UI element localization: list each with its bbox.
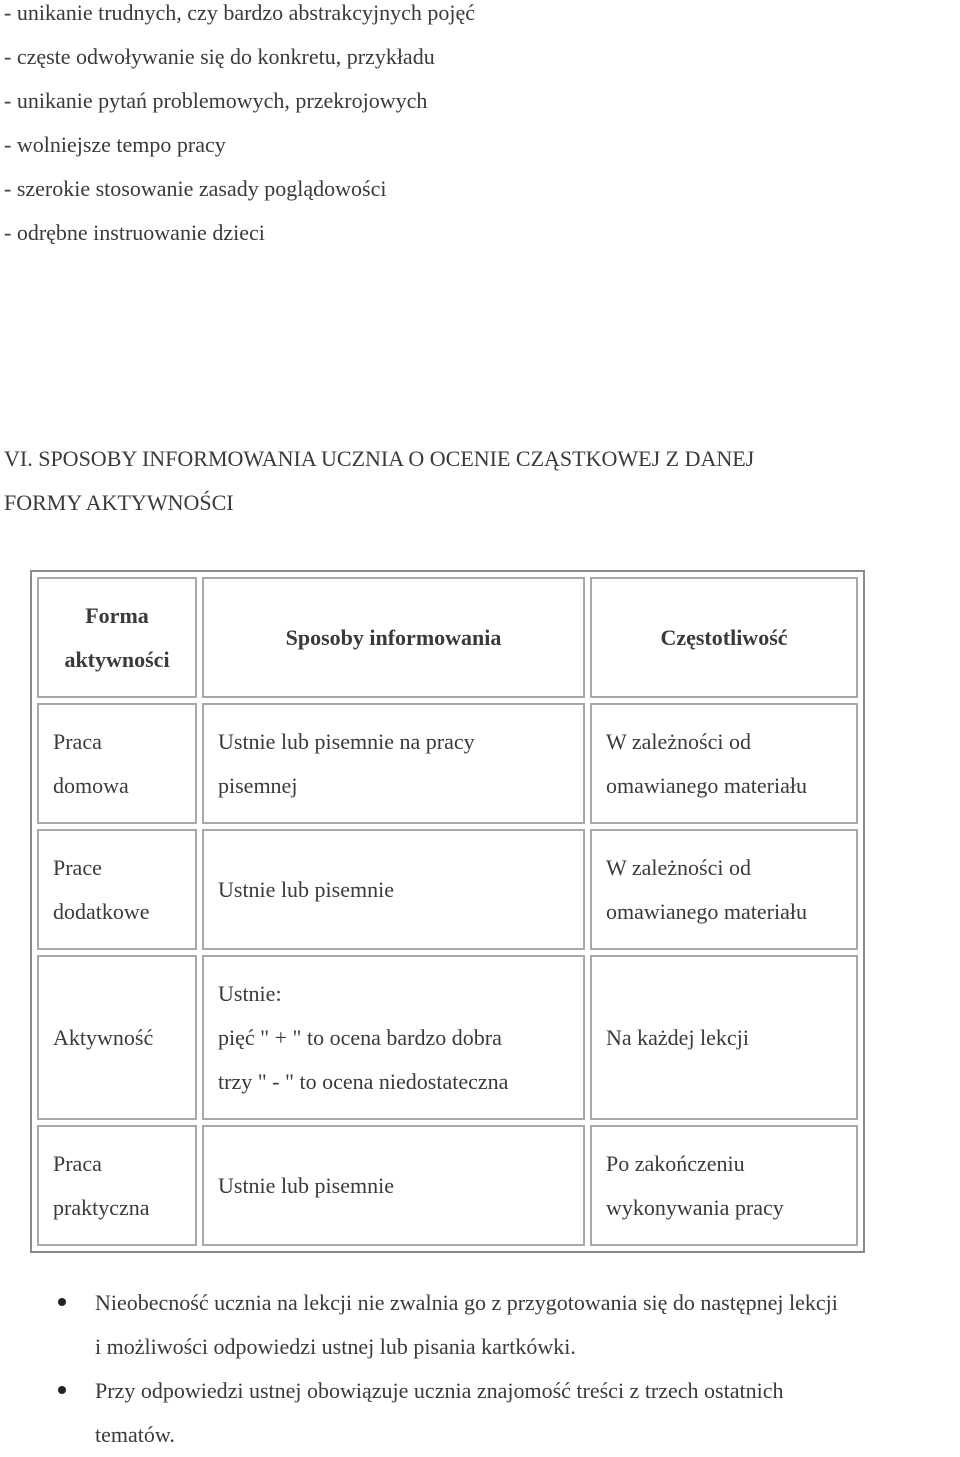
note-line: i możliwości odpowiedzi ustnej lub pisania kartkówki. <box>95 1334 576 1359</box>
note-item <box>0 1281 960 1369</box>
intro-item: - częste odwoływanie się do konkretu, przykładu <box>4 44 435 69</box>
table-row <box>37 1125 858 1246</box>
table-header-row <box>37 577 858 698</box>
cell-form <box>37 955 197 1120</box>
cell-line: Ustnie lub pisemnie <box>218 1172 394 1198</box>
note-line: Przy odpowiedzi ustnej obowiązuje ucznia znajomość treści z trzech ostatnich <box>95 1378 784 1403</box>
header-form-line: aktywności <box>64 646 170 672</box>
cell-line: pisemnej <box>218 772 298 798</box>
bullet-dot-icon <box>58 1386 66 1394</box>
cell-line: trzy " - " to ocena niedostateczna <box>218 1068 509 1094</box>
section-heading <box>4 437 954 525</box>
intro-item: - unikanie pytań problemowych, przekrojowych <box>4 88 428 113</box>
cell-line: Praca <box>53 1150 102 1176</box>
table-row <box>37 955 858 1120</box>
cell-line: W zależności od <box>606 854 751 880</box>
cell-line: Na każdej lekcji <box>606 1024 749 1050</box>
cell-frequency <box>590 829 858 950</box>
cell-line: Ustnie lub pisemnie <box>218 876 394 902</box>
cell-line: Aktywność <box>53 1024 154 1050</box>
cell-line: omawianego materiału <box>606 898 807 924</box>
intro-item: - unikanie trudnych, czy bardzo abstrakcyjnych pojęć <box>4 0 475 25</box>
cell-frequency <box>590 955 858 1120</box>
cell-frequency <box>590 703 858 824</box>
note-line: Nieobecność ucznia na lekcji nie zwalnia go z przygotowania się do następnej lekcji <box>95 1290 838 1315</box>
header-form-line: Forma <box>85 602 149 628</box>
cell-line: W zależności od <box>606 728 751 754</box>
cell-line: pięć " + " to ocena bardzo dobra <box>218 1024 502 1050</box>
header-frequency: Częstotliwość <box>590 577 858 698</box>
note-line: tematów. <box>95 1422 175 1447</box>
cell-line: Ustnie: <box>218 980 282 1006</box>
cell-method <box>202 955 585 1120</box>
assessment-table <box>30 570 865 1253</box>
bullet-dot-icon <box>58 1298 66 1306</box>
cell-line: dodatkowe <box>53 898 150 924</box>
cell-line: Praca domowa <box>53 728 129 798</box>
cell-line: Prace <box>53 854 102 880</box>
header-form <box>37 577 197 698</box>
cell-line: praktyczna <box>53 1194 150 1220</box>
intro-item: - odrębne instruowanie dzieci <box>4 220 265 245</box>
cell-line: Po zakończeniu <box>606 1150 745 1176</box>
cell-form <box>37 829 197 950</box>
assessment-table-wrapper <box>30 570 865 1253</box>
cell-method <box>202 829 585 950</box>
cell-method <box>202 1125 585 1246</box>
intro-list <box>4 0 475 264</box>
intro-item: - wolniejsze tempo pracy <box>4 132 226 157</box>
cell-line: Ustnie lub pisemnie na pracy <box>218 728 475 754</box>
header-method: Sposoby informowania <box>202 577 585 698</box>
table-row <box>37 829 858 950</box>
section-heading-line: FORMY AKTYWNOŚCI <box>4 490 234 515</box>
cell-form <box>37 703 197 824</box>
cell-frequency <box>590 1125 858 1246</box>
notes-list <box>0 1281 960 1457</box>
table-row <box>37 703 858 824</box>
cell-form <box>37 1125 197 1246</box>
section-heading-line: VI. SPOSOBY INFORMOWANIA UCZNIA O OCENIE CZĄSTKOWEJ Z DANEJ <box>4 446 755 471</box>
note-item <box>0 1369 960 1457</box>
cell-line: wykonywania pracy <box>606 1194 784 1220</box>
cell-method <box>202 703 585 824</box>
intro-item: - szerokie stosowanie zasady poglądowości <box>4 176 387 201</box>
cell-line: omawianego materiału <box>606 772 807 798</box>
